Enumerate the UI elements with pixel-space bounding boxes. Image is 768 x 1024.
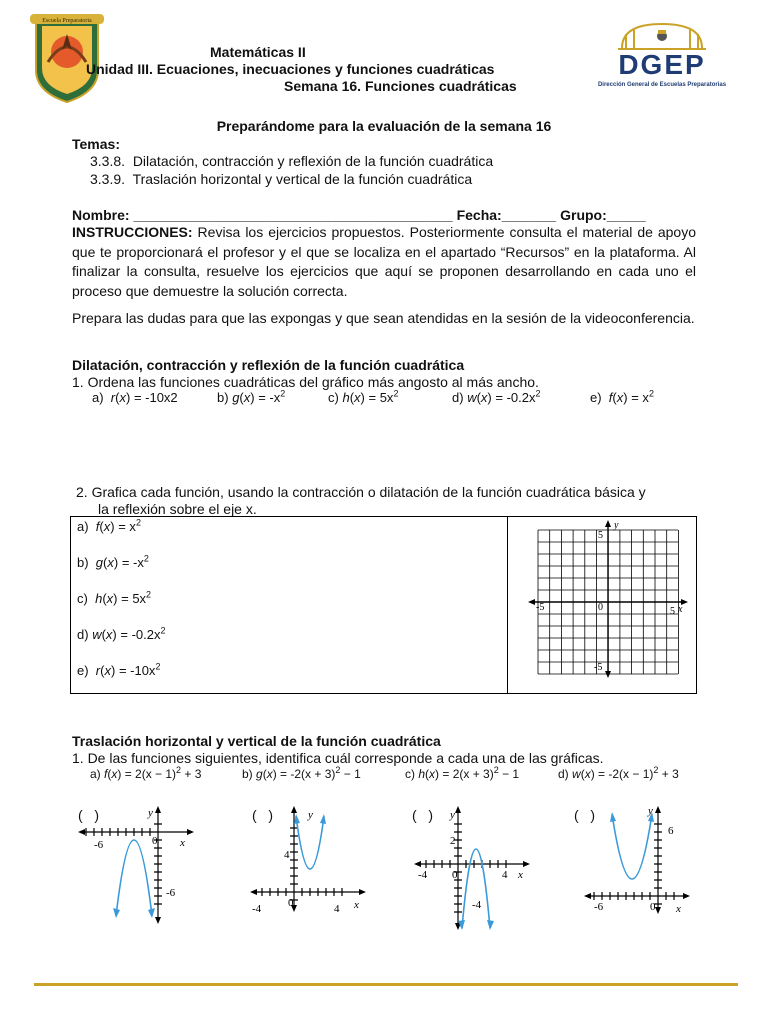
graph3-origin: 0 bbox=[452, 869, 458, 881]
blank-coordinate-grid[interactable] bbox=[526, 518, 690, 678]
grid-tick-right: 5 bbox=[670, 606, 675, 617]
graph4-origin: 0 bbox=[650, 901, 656, 913]
grid-x-label: x bbox=[678, 604, 683, 615]
graph2-tick-left: -4 bbox=[252, 903, 262, 915]
function-option: e) $f(x) = x^2$ bbox=[590, 388, 654, 405]
graph-function-item: a) $f(x) = x^2$ bbox=[77, 517, 141, 534]
nombre-label: Nombre: bbox=[72, 207, 130, 223]
instructions-label: INSTRUCCIONES: bbox=[72, 224, 193, 240]
dgep-acronym: DGEP bbox=[618, 49, 706, 80]
grid-tick-top: 5 bbox=[598, 530, 603, 541]
unit-title: Unidad III. Ecuaciones, inecuaciones y funciones cuadráticas bbox=[86, 61, 495, 77]
dgep-full-name: Dirección General de Escuelas Preparatorias bbox=[597, 82, 727, 88]
grid-tick-left: -5 bbox=[536, 602, 545, 613]
function-option: b) $g(x) = -x^2$ bbox=[217, 388, 286, 405]
parabola-graph-3 bbox=[412, 804, 532, 934]
function-option: c) $h(x) = 5x^2$ bbox=[328, 388, 399, 405]
grid-origin: 0 bbox=[598, 602, 603, 613]
footer-divider bbox=[34, 983, 738, 986]
answer-blank-4[interactable]: ( ) bbox=[574, 807, 595, 823]
graph4-tick-left: -6 bbox=[594, 901, 604, 913]
answer-blank-2[interactable]: ( ) bbox=[252, 807, 273, 823]
graph2-tick-right: 4 bbox=[334, 903, 340, 915]
translation-option: d) $w(x) = -2(x - 1)^2 + 3$ bbox=[558, 765, 679, 781]
section2-question-text: 1. De las funciones siguientes, identifica cuál corresponde a cada una de las gráficas. bbox=[72, 750, 604, 766]
graph1-x-label: x bbox=[180, 837, 185, 849]
question-1-text: 1. Ordena las funciones cuadráticas del gráfico más angosto al más ancho. bbox=[72, 374, 539, 390]
temas-item-text: Dilatación, contracción y reflexión de la función cuadrática bbox=[132, 153, 494, 169]
graph4-tick-y: 6 bbox=[668, 825, 674, 837]
graph1-tick-x: -6 bbox=[94, 839, 104, 851]
grid-tick-bottom: -5 bbox=[594, 662, 603, 673]
answer-blank-3[interactable]: ( ) bbox=[412, 807, 433, 823]
nombre-field[interactable]: _________________________________________ bbox=[133, 207, 453, 223]
section-title-dilatacion: Dilatación, contracción y reflexión de la función cuadrática bbox=[72, 357, 465, 373]
graph-function-item: c) $h(x) = 5x^2$ bbox=[77, 589, 152, 606]
graph1-origin: 0 bbox=[152, 835, 158, 847]
answer-blank-1[interactable]: ( ) bbox=[78, 807, 99, 823]
graph3-tick-y: 2 bbox=[450, 835, 456, 847]
grid-y-label: y bbox=[614, 520, 619, 531]
graph-function-item: d) $w(x) = -0.2x^2$ bbox=[77, 625, 166, 642]
fecha-field[interactable]: _______ bbox=[501, 207, 557, 223]
graph2-x-label: x bbox=[354, 899, 359, 911]
translation-option: a) $f(x) = 2(x - 1)^2 + 3$ bbox=[90, 765, 202, 781]
graph3-tick-right: 4 bbox=[502, 869, 508, 881]
graph4-y-label: y bbox=[648, 805, 653, 817]
graph3-tick-left: -4 bbox=[418, 869, 428, 881]
instructions-paragraph-2: Prepara las dudas para que las expongas y que sean atendidas en la sesión de la videoconferencia. bbox=[72, 310, 695, 326]
question-2-text: 2. Grafica cada función, usando la contracción o dilatación de la función cuadrática básica y bbox=[76, 484, 646, 500]
temas-item bbox=[90, 171, 472, 188]
instructions-paragraph bbox=[72, 223, 696, 301]
student-info-line bbox=[72, 207, 646, 224]
graph2-y-label: y bbox=[308, 809, 313, 821]
document-title: Preparándome para la evaluación de la semana 16 bbox=[216, 118, 552, 134]
table-divider bbox=[507, 517, 508, 693]
graph-function-item: b) $g(x) = -x^2$ bbox=[77, 553, 149, 570]
graph3-tick-bottom: -4 bbox=[472, 899, 482, 911]
temas-item bbox=[90, 153, 493, 170]
parabola-graph-1 bbox=[76, 804, 196, 934]
logo-banner-text: Escuela Preparatoria bbox=[42, 18, 92, 24]
grupo-field[interactable]: _____ bbox=[606, 207, 646, 223]
graph4-x-label: x bbox=[676, 903, 681, 915]
graph3-x-label: x bbox=[518, 869, 523, 881]
temas-item-number: 3.3.9. bbox=[90, 171, 126, 187]
function-list-column bbox=[77, 519, 166, 699]
graph2-tick-y: 4 bbox=[284, 849, 290, 861]
instructions-text: Revisa los ejercicios propuestos. Posteriormente consulta el material de apoyo que te proporcionará el profesor y el que se localiza en el apartado “Recursos” en la plataforma. Al finalizar la consulta, resuelve los ejercicios que aquí se proponen desarrollando en cada uno el proceso que demuestre la solución correcta. bbox=[72, 224, 697, 299]
graph-function-item: e) $r(x) = -10x^2$ bbox=[77, 661, 161, 678]
graph3-y-label: y bbox=[450, 809, 455, 821]
fecha-label: Fecha: bbox=[456, 207, 502, 223]
parabola-graph-2 bbox=[248, 804, 368, 916]
course-title: Matemáticas II bbox=[210, 44, 306, 60]
graph2-origin: 0 bbox=[288, 897, 294, 909]
function-option: a) r(x) = -10x2 bbox=[92, 390, 178, 405]
temas-label: Temas: bbox=[72, 136, 120, 152]
grupo-label: Grupo: bbox=[560, 207, 607, 223]
translation-option: c) $h(x) = 2(x + 3)^2 - 1$ bbox=[405, 765, 520, 781]
week-title: Semana 16. Funciones cuadráticas bbox=[284, 78, 517, 94]
temas-item-number: 3.3.8. bbox=[90, 153, 126, 169]
section-title-traslacion: Traslación horizontal y vertical de la función cuadrática bbox=[72, 733, 441, 749]
function-option: d) $w(x) = -0.2x^2$ bbox=[452, 388, 541, 405]
graph1-tick-y: -6 bbox=[166, 887, 176, 899]
graph1-y-label: y bbox=[148, 807, 153, 819]
course-header bbox=[60, 44, 560, 95]
translation-option: b) $g(x) = -2(x + 3)^2 - 1$ bbox=[242, 765, 361, 781]
translation-options bbox=[0, 767, 768, 785]
temas-item-text: Traslación horizontal y vertical de la función cuadrática bbox=[132, 171, 473, 187]
q1-function-list bbox=[0, 390, 768, 408]
dgep-logo bbox=[582, 18, 742, 98]
parabola-graph-4 bbox=[582, 804, 692, 916]
question-2-text-line2: la reflexión sobre el eje x. bbox=[98, 501, 257, 517]
